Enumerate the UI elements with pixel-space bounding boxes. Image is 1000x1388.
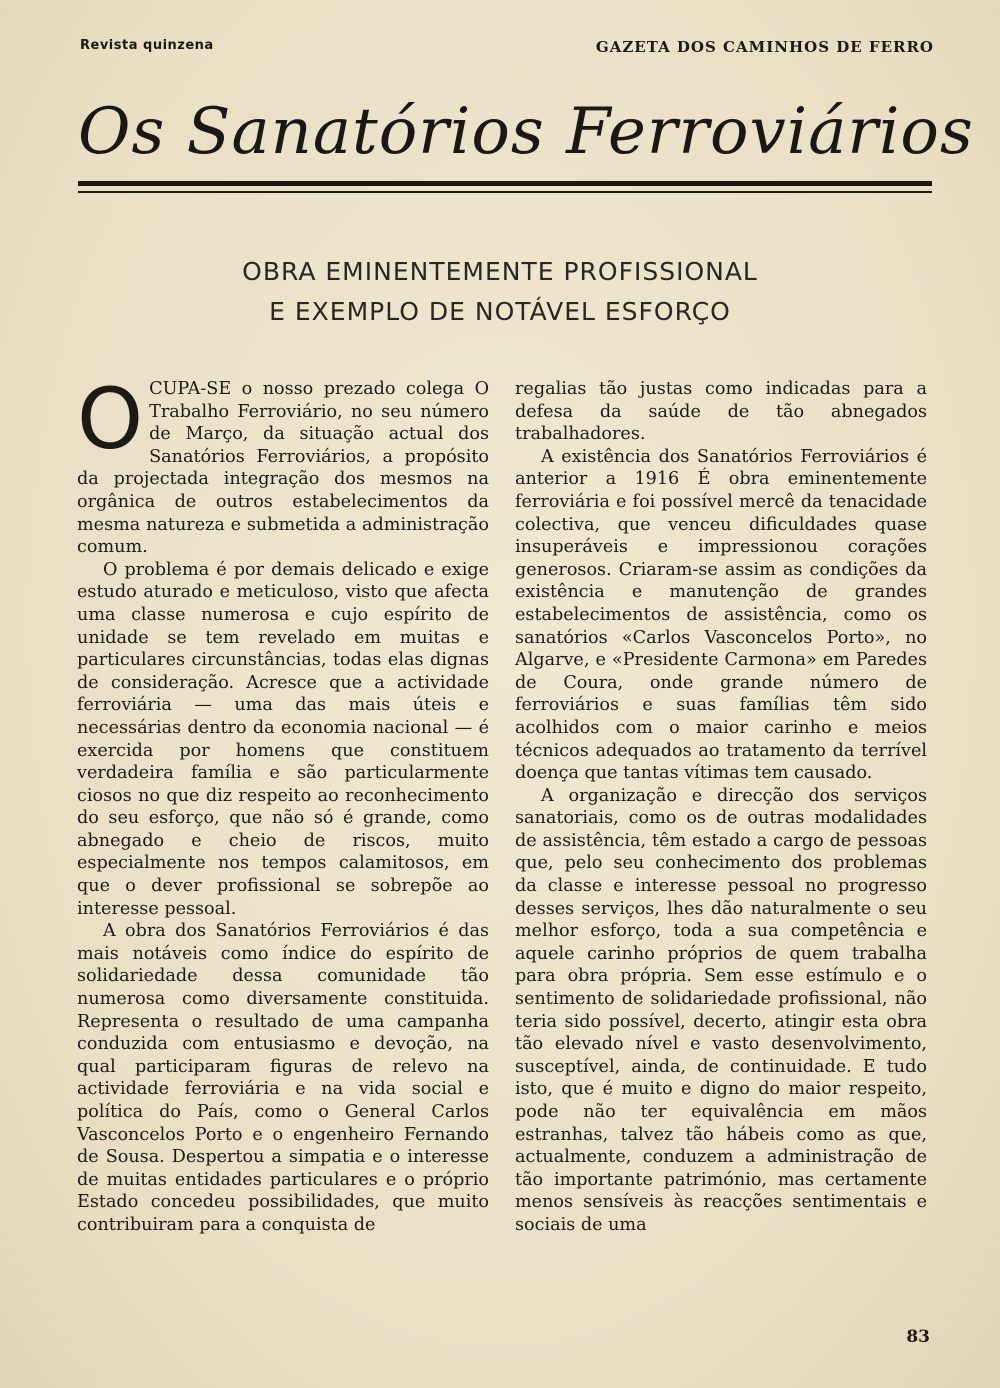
page-number: 83	[906, 1327, 930, 1347]
paragraph: O problema é por demais delicado e exige estudo aturado e meticuloso, visto que afecta uma classe numerosa e cujo espírito de unidade se tem revelado em muitas e particulares circunstâncias, todas elas dignas de consideração. Acresce que a actividade ferroviária — uma das mais úteis e necessárias dentro da economia nacional — é exercida por homens que constituem verdadeira família e são particularmente ciosos no que diz respeito ao reconhecimento do seu esforço, que não só é grande, como abnegado e cheio de riscos, muito especialmente nos tempos calamitosos, em que o dever profissional se sobrepõe ao interesse pessoal.	[77, 559, 489, 919]
title-rule-thin	[78, 191, 932, 193]
running-header	[80, 38, 934, 58]
paragraph: regalias tão justas como indicadas para a defesa da saúde de tão abnegados trabalhadores.	[515, 379, 927, 445]
paragraph: A existência dos Sanatórios Ferroviários é anterior a 1916 É obra eminentemente ferroviária e foi possível mercê da tenacidade colectiva, que venceu dificuldades quase insuperáveis e impressionou corações generosos. Criaram-se assim as condições da existência e manutenção de grandes estabelecimentos de assistência, como os sanatórios «Carlos Vasconcelos Porto», no Algarve, e «Presidente Carmona» em Paredes de Coura, onde grande número de ferroviários e suas famílias têm sido acolhidos com o maior carinho e meios técnicos adequados ao tratamento da terrível doença que tantas vítimas tem causado.	[515, 446, 927, 784]
left-column	[77, 370, 489, 1237]
subtitle-line-2: E EXEMPLO DE NOTÁVEL ESFORÇO	[269, 297, 731, 326]
header-right: GAZETA DOS CAMINHOS DE FERRO	[595, 38, 934, 56]
paragraph: A organização e direcção dos serviços sanatoriais, como os de outras modalidades de assistência, têm estado a cargo de pessoas que, pelo seu conhecimento dos problemas da classe e interesse pessoal no progresso desses serviços, lhes dão naturalmente o seu melhor esforço, toda a sua competência e aquele carinho próprios de quem trabalha para obra própria. Sem esse estímulo e o sentimento de solidariedade profissional, não teria sido possível, decerto, atingir esta obra tão elevado nível e vasto desenvolvimento, susceptível, ainda, de continuidade. E tudo isto, que é muito e digno do maior respeito, pode não ter equivalência em mãos estranhas, talvez tão hábeis como as que, actualmente, conduzem a administração de tão importante património, mas certamente menos sensíveis às reacções sentimentais e sociais de uma	[515, 785, 927, 1235]
article-subtitle	[150, 252, 850, 332]
article-title: Os Sanatórios Ferroviários	[78, 95, 974, 169]
paragraph: A obra dos Sanatórios Ferroviários é das mais notáveis como índice do espírito de solidariedade dessa comunidade tão numerosa como diversamente constituida. Representa o resultado de uma campanha conduzida com entusiasmo e devoção, na qual participaram figuras de relevo na actividade ferroviária e na vida social e política do País, como o General Carlos Vasconcelos Porto e o engenheiro Fernando de Sousa. Despertou a simpatia e o interesse de muitas entidades particulares e o próprio Estado concedeu possibilidades, que muito contribuiram para a conquista de	[77, 921, 489, 1235]
header-left: Revista quinzena	[80, 38, 214, 53]
paragraph-text: CUPA-SE o nosso prezado colega O Trabalho Ferroviário, no seu número de Março, da situação actual dos Sanatórios Ferroviários, a propósito da projectada integração dos mesmos na orgânica de outros estabelecimentos da mesma natureza e submetida a administração comum.	[77, 379, 489, 558]
paragraph	[77, 370, 489, 559]
drop-cap: O	[77, 370, 144, 468]
title-rule-thick	[78, 181, 932, 186]
subtitle-line-1: OBRA EMINENTEMENTE PROFISSIONAL	[242, 257, 758, 286]
right-column	[515, 378, 927, 1237]
